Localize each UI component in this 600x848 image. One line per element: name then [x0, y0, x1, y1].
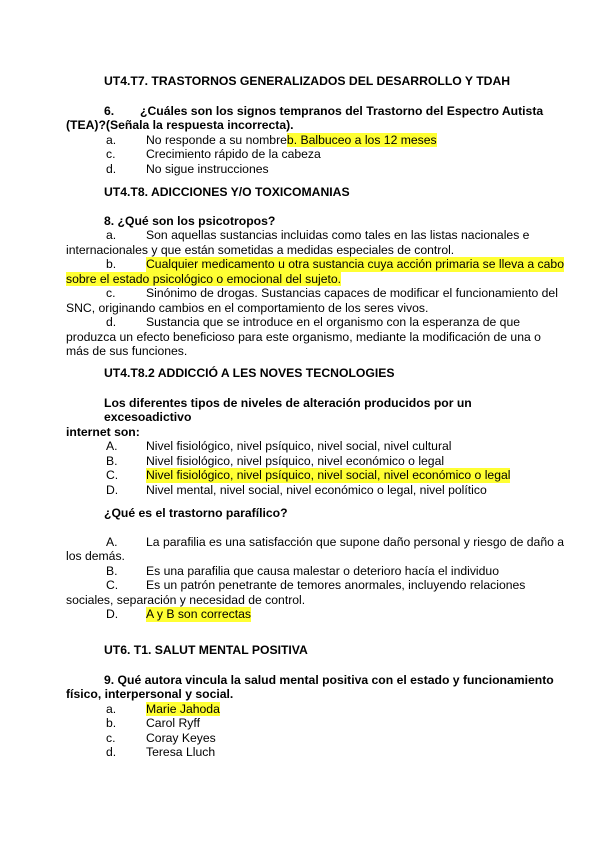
question-cont: (TEA)?(Señala la respuesta incorrecta).	[66, 118, 294, 132]
option: a. No responde a su nombre b. Balbuceo a los 12 meses	[106, 132, 437, 147]
section-tecnologies	[66, 366, 558, 497]
option-correct: b. Cualquier medicamento u otra sustancia cuya acción primaria se lleva a cabo	[106, 257, 564, 271]
option: B. Es una parafilia que causa malestar o deterioro hacía el individuo	[106, 563, 499, 578]
section-heading: UT4.T7. TRASTORNOS GENERALIZADOS DEL DESARROLLO Y TDAH	[104, 74, 511, 88]
option-cont: sobre el estado psicológico o emocional del sujeto.	[66, 271, 342, 286]
option-correct: a. Marie Jahoda	[106, 701, 220, 716]
section-tea	[66, 74, 558, 176]
section-parafilico	[66, 506, 565, 622]
question: 9. Qué autora vincula la salud mental positiva con el estado y funcionamiento	[104, 672, 554, 687]
section-heading: UT6. T1. SALUT MENTAL POSITIVA	[104, 643, 308, 657]
section-heading: UT4.T8. ADICCIONES Y/O TOXICOMANIAS	[104, 185, 350, 199]
option: c. Sinónimo de drogas. Sustancias capaces de modificar el funcionamiento del	[106, 286, 558, 300]
question-cont: internet son:	[66, 424, 140, 439]
question: 6. ¿Cuáles son los signos tempranos del Trastorno del Espectro Autista	[104, 103, 544, 118]
option-correct: C. Nivel fisiológico, nivel psíquico, nivel social, nivel económico o legal	[106, 468, 511, 482]
highlighted-answer: b. Balbuceo a los 12 meses	[286, 132, 437, 147]
section-heading: UT4.T8.2 ADDICCIÓ A LES NOVES TECNOLOGIES	[104, 366, 395, 380]
option-cont: SNC, originando cambios en el comportamiento de los seres vivos.	[66, 300, 429, 315]
section-salut-mental	[66, 643, 558, 760]
option: B. Nivel fisiológico, nivel psíquico, nivel económico o legal	[106, 453, 445, 468]
option-cont: sociales, separación y necesidad de control.	[66, 592, 306, 607]
option: C. Es un patrón penetrante de temores anormales, incluyendo relaciones	[106, 578, 526, 592]
question: ¿Qué es el trastorno parafílico?	[104, 506, 288, 520]
option: d. No sigue instrucciones	[106, 161, 269, 176]
option-cont: produzca un efecto beneficioso para este organismo, mediante la modificación de una o	[66, 329, 541, 344]
option: c. Crecimiento rápido de la cabeza	[106, 147, 321, 161]
option-cont: internacionales y que están sometidas a medidas especiales de control.	[66, 242, 455, 257]
option-cont: los demás.	[66, 549, 125, 563]
option: d. Sustancia que se introduce en el organismo con la esperanza de que	[106, 315, 520, 329]
question: 8. ¿Qué son los psicotropos?	[104, 213, 276, 228]
option: A. La parafilia es una satisfacción que supone daño personal y riesgo de daño a	[106, 534, 565, 549]
option: d. Teresa Lluch	[106, 745, 216, 759]
option: D. Nivel mental, nivel social, nivel económico o legal, nivel político	[106, 482, 487, 497]
option: A. Nivel fisiológico, nivel psíquico, nivel social, nivel cultural	[106, 439, 452, 453]
question: Los diferentes tipos de niveles de alteración producidos por un excesoadictivo	[104, 395, 472, 424]
option-cont: más de sus funciones.	[66, 344, 188, 358]
option: a. Son aquellas sustancias incluidas como tales en las listas nacionales e	[106, 228, 530, 242]
question-cont: físico, interpersonal y social.	[66, 687, 234, 701]
option-correct: D. A y B son correctas	[106, 607, 251, 621]
section-adicciones	[66, 185, 564, 359]
option: c. Coray Keyes	[106, 730, 216, 745]
option: b. Carol Ryff	[106, 716, 200, 730]
